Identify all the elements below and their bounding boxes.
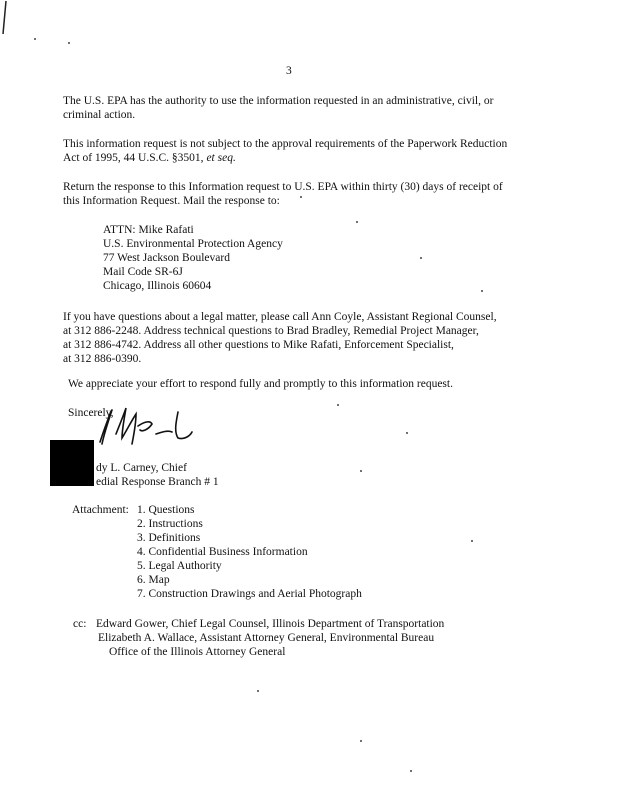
attachment-item-1: 1. Questions	[137, 504, 195, 516]
speckle	[410, 770, 412, 772]
speckle	[360, 740, 362, 742]
sign-off: Sincerely,	[68, 407, 114, 419]
address-attn: ATTN: Mike Rafati	[103, 224, 194, 236]
paperwork-line-1: This information request is not subject to the approval requirements of the Paperwork Reduction	[63, 138, 508, 150]
contacts-line-3: at 312 886-4742. Address all other questions to Mike Rafati, Enforcement Specialist,	[63, 339, 454, 351]
contacts-line-2: at 312 886-2248. Address technical questions to Brad Bradley, Remedial Project Manager,	[63, 325, 479, 337]
scan-mark	[0, 0, 8, 36]
cc-line-3: Office of the Illinois Attorney General	[109, 646, 286, 658]
return-paragraph	[63, 180, 533, 208]
speckle	[420, 257, 422, 259]
address-street: 77 West Jackson Boulevard	[103, 252, 230, 264]
attachment-item-6: 6. Map	[137, 574, 170, 586]
address-agency: U.S. Environmental Protection Agency	[103, 238, 283, 250]
redaction-box	[50, 440, 94, 486]
attachment-item-5: 5. Legal Authority	[137, 560, 222, 572]
authority-paragraph	[63, 94, 533, 122]
mailing-address	[103, 223, 283, 293]
et-seq: et seq.	[206, 152, 236, 164]
cc-line-2: Elizabeth A. Wallace, Assistant Attorney General, Environmental Bureau	[98, 632, 435, 644]
contacts-line-4: at 312 886-0390.	[63, 353, 142, 365]
attachment-item-7: 7. Construction Drawings and Aerial Photograph	[137, 588, 362, 600]
speckle	[300, 196, 302, 198]
cc-line-1: Edward Gower, Chief Legal Counsel, Illinois Department of Transportation	[96, 618, 445, 630]
speckle	[337, 404, 339, 406]
speckle	[68, 42, 70, 44]
speckle	[481, 290, 483, 292]
return-line-2: this Information Request. Mail the response to:	[63, 195, 280, 207]
closing-paragraph: We appreciate your effort to respond fully and promptly to this information request.	[68, 378, 453, 390]
address-mail-code: Mail Code SR-6J	[103, 266, 183, 278]
attachment-label: Attachment:	[72, 504, 129, 516]
address-city: Chicago, Illinois 60604	[103, 280, 212, 292]
contacts-line-1: If you have questions about a legal matter, please call Ann Coyle, Assistant Regional Counsel,	[63, 311, 497, 323]
speckle	[406, 432, 408, 434]
speckle	[356, 221, 358, 223]
attachment-list	[137, 503, 362, 601]
return-line-1: Return the response to this Information request to U.S. EPA within thirty (30) days of receipt of	[63, 181, 503, 193]
speckle	[471, 540, 473, 542]
page-number: 3	[286, 65, 292, 77]
cc-label: cc:	[73, 618, 87, 630]
signer-title: edial Response Branch # 1	[96, 476, 219, 488]
signer-name: dy L. Carney, Chief	[96, 462, 187, 474]
contacts-paragraph	[63, 310, 497, 366]
authority-line-1: The U.S. EPA has the authority to use the information requested in an administrative, civil, or	[63, 95, 494, 107]
authority-line-2: criminal action.	[63, 109, 136, 121]
signature-scribble	[86, 404, 216, 446]
attachment-item-4: 4. Confidential Business Information	[137, 546, 308, 558]
speckle	[34, 38, 36, 40]
paperwork-line-2: Act of 1995, 44 U.S.C. §3501, et seq.	[63, 152, 236, 164]
speckle	[360, 470, 362, 472]
attachment-item-3: 3. Definitions	[137, 532, 201, 544]
speckle	[257, 690, 259, 692]
paperwork-paragraph	[63, 137, 533, 165]
attachment-item-2: 2. Instructions	[137, 518, 203, 530]
